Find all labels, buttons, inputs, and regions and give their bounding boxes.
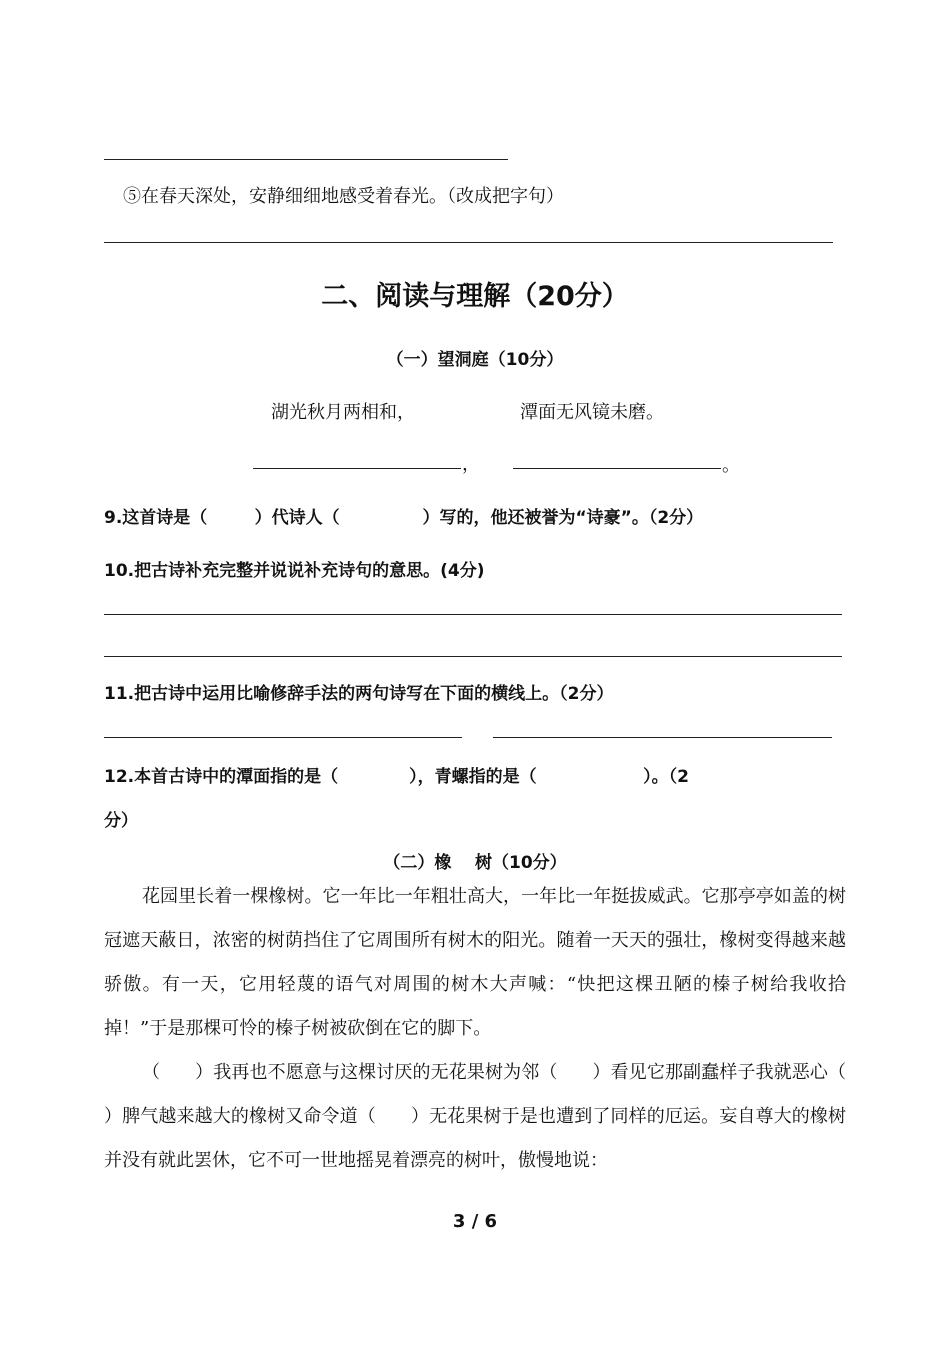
question-12: 12.本首古诗中的潭面指的是（ ），青螺指的是（ ）。（2 — [104, 767, 689, 787]
answer-line — [104, 614, 842, 615]
poem-blank-right — [513, 468, 721, 469]
poem-line-1-left: 湖光秋月两相和， — [271, 402, 415, 423]
passage-title: （二）橡 树（10分） — [383, 853, 567, 873]
passage-text — [104, 875, 881, 1183]
poem-line-1-right: 潭面无风镜未磨。 — [520, 402, 664, 423]
page-number: 3 / 6 — [452, 1211, 498, 1232]
passage-paragraph-2: （ ）我再也不愿意与这棵讨厌的无花果树为邻（ ）看见它那副蠢样子我就恶心（ ）脾气越来越大的橡树又命令道（ ）无花果树于是也遭到了同样的厄运。妄自尊大的橡树并没有就此罢休，它不可一世地摇晃着漂亮的树叶，傲慢地说： — [104, 1062, 881, 1171]
question-12-continued: 分） — [104, 811, 138, 831]
answer-line-left — [104, 737, 462, 738]
answer-line-right — [493, 737, 832, 738]
question-9: 9.这首诗是（ ）代诗人（ ）写的，他还被誉为“诗豪”。（2分） — [104, 508, 704, 528]
question-10: 10.把古诗补充完整并说说补充诗句的意思。(4分) — [104, 561, 485, 581]
question-11: 11.把古诗中运用比喻修辞手法的两句诗写在下面的横线上。（2分） — [104, 684, 614, 704]
poem-blank-left — [253, 468, 461, 469]
question-5-rewrite: ⑤在春天深处，安静细细地感受着春光。（改成把字句） — [123, 186, 564, 207]
passage-paragraph-1: 花园里长着一棵橡树。它一年比一年粗壮高大，一年比一年挺拔威武。它那亭亭如盖的树冠遮天蔽日，浓密的树荫挡住了它周围所有树木的阳光。随着一天天的强壮，橡树变得越来越骄傲。有一天，它用轻蔑的语气对周围的树木大声喊：“快把这棵丑陋的榛子树给我收拾掉！”于是那棵可怜的榛子树被砍倒在它的脚下。 — [104, 886, 846, 1039]
poem-period: 。 — [722, 455, 740, 476]
poem-title: （一）望洞庭（10分） — [386, 350, 564, 370]
answer-line — [104, 656, 842, 657]
answer-line — [104, 159, 508, 160]
section-title: 二、阅读与理解（20分） — [321, 281, 629, 312]
poem-comma: ， — [462, 454, 480, 475]
answer-line — [104, 242, 833, 243]
